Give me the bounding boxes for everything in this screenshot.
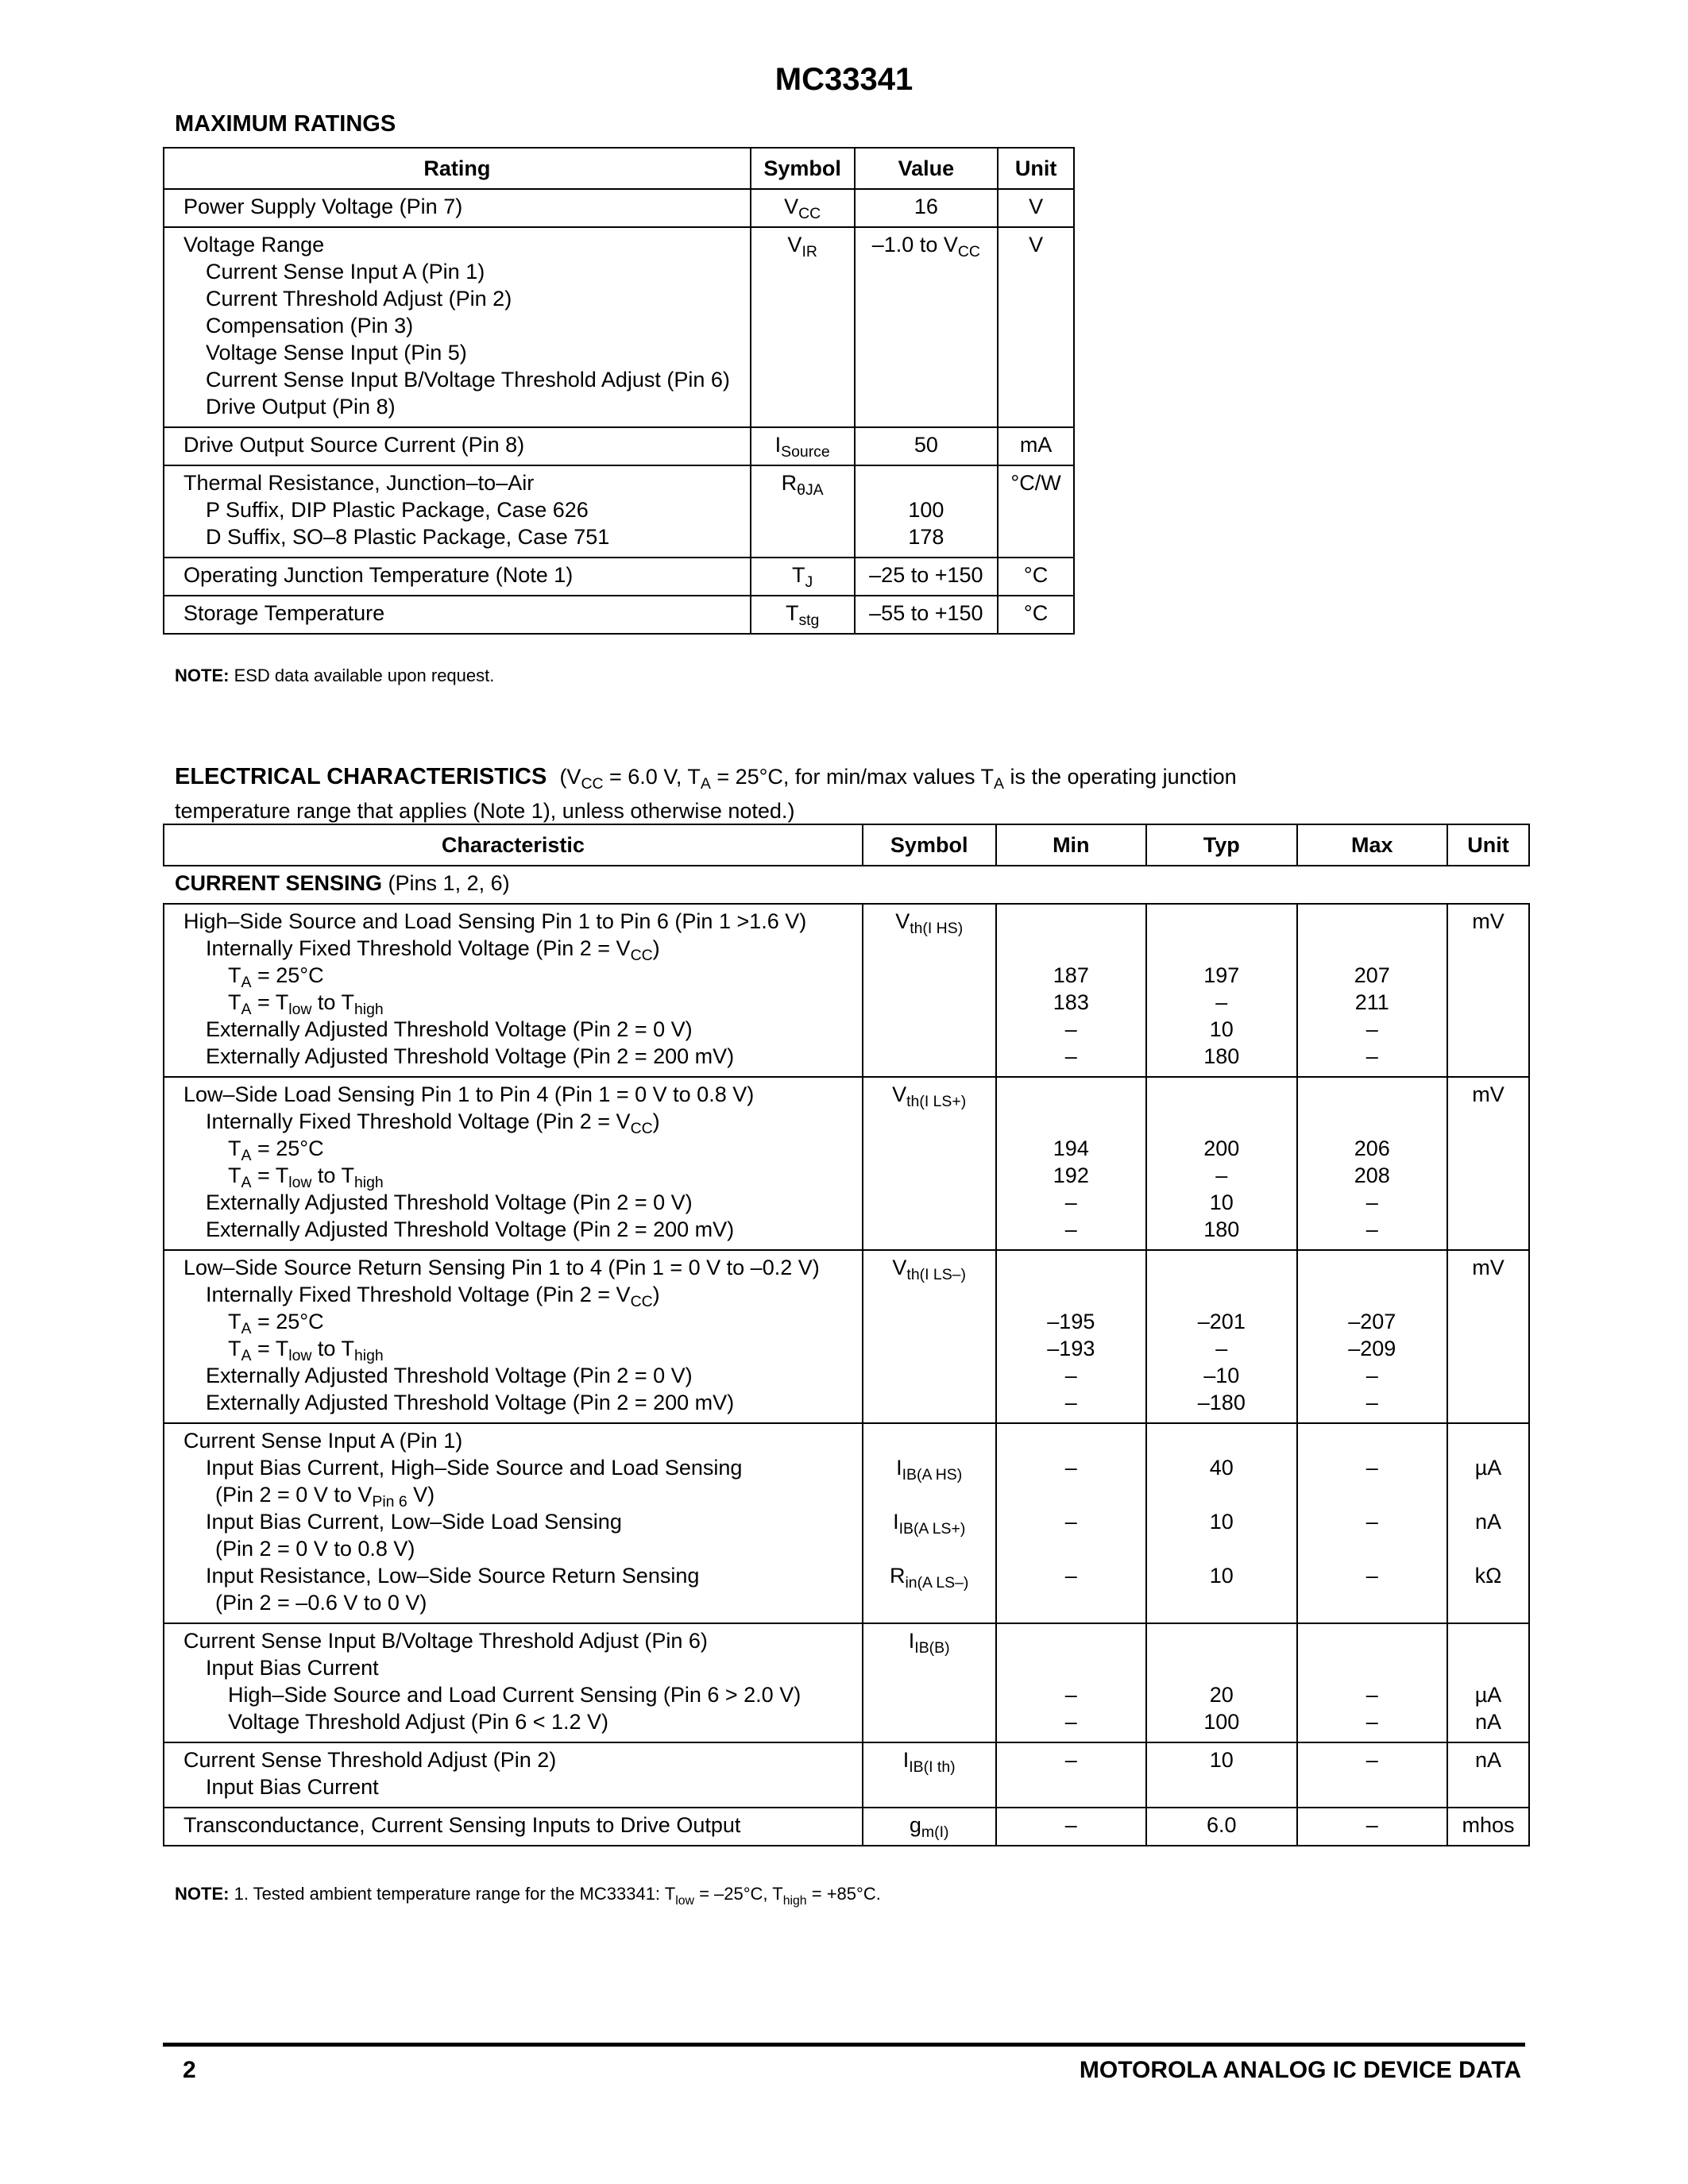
table-row	[164, 1423, 1529, 1623]
characteristic-cell: High–Side Source and Load Sensing Pin 1 to Pin 6 (Pin 1 >1.6 V) Internally Fixed Threshold Voltage (Pin $2 = V_{CC}$) $T_A = 25^\circ C$ $T_A = T_{low}$ to $T_{high}$ Externally Adjusted Threshold Voltage (Pin 2 = 0 V) Externally Adjusted Threshold Voltage (Pin 2 = 200 mV)	[164, 904, 863, 1077]
elec-heading: ELECTRICAL CHARACTERISTICS ($V_{CC} = 6.0$ V, $T_A = 25^\circ C$, for min/max values $T_A$ is the operating junction	[175, 764, 1237, 793]
unit-cell: mhos	[1447, 1808, 1529, 1846]
value-cell: –25 to +150	[855, 558, 999, 596]
table-row	[164, 189, 1074, 227]
characteristic-cell: Transconductance, Current Sensing Inputs to Drive Output	[164, 1808, 863, 1846]
elec-note: NOTE: 1. Tested ambient temperature range for the MC33341: $T_{low} = -25^\circ C$, $T_{high} = +85^\circ C$.	[175, 1884, 881, 1908]
symbol-cell: $V_{th(I LS-)}$	[863, 1250, 996, 1423]
unit-cell: °C/W	[998, 465, 1074, 558]
page-title: MC33341	[774, 62, 914, 97]
symbol-cell: $T_{stg}$	[751, 596, 855, 634]
max-cell: –	[1297, 1742, 1447, 1808]
max-cell: 206 208 – –	[1297, 1077, 1447, 1250]
footer-brand: MOTOROLA ANALOG IC DEVICE DATA	[1079, 2057, 1521, 2083]
elec-conditions-line2: temperature range that applies (Note 1), unless otherwise noted.)	[175, 799, 795, 823]
unit-cell: V	[998, 227, 1074, 427]
col-value: Value	[855, 148, 999, 189]
col-symbol: Symbol	[863, 824, 996, 866]
min-cell: – – –	[996, 1423, 1146, 1623]
characteristic-cell: Current Sense Input A (Pin 1) Input Bias Current, High–Side Source and Load Sensing (Pin 2 = 0 V to $V_{Pin 6}$ V) Input Bias Current, Low–Side Load Sensing (Pin 2 = 0 V to 0.8 V) Input Resistance, Low–Side Source Return Sensing (Pin 2 = –0.6 V to 0 V)	[164, 1423, 863, 1623]
table-row	[164, 1808, 1529, 1846]
symbol-cell: $V_{th(I HS)}$	[863, 904, 996, 1077]
max-ratings-heading: MAXIMUM RATINGS	[175, 111, 396, 137]
typ-cell: 197 – 10 180	[1146, 904, 1296, 1077]
section-label: CURRENT SENSING (Pins 1, 2, 6)	[175, 871, 510, 895]
symbol-cell: $I_{IB(B)}$	[863, 1623, 996, 1742]
symbol-cell: $V_{CC}$	[751, 189, 855, 227]
max-cell: 207 211 – –	[1297, 904, 1447, 1077]
max-cell: – – –	[1297, 1423, 1447, 1623]
rating-cell: Voltage Range Current Sense Input A (Pin 1) Current Threshold Adjust (Pin 2) Compensation (Pin 3) Voltage Sense Input (Pin 5) Current Sense Input B/Voltage Threshold Adjust (Pin 6) Drive Output (Pin 8)	[164, 227, 751, 427]
symbol-cell: $V_{IR}$	[751, 227, 855, 427]
value-cell: –55 to +150	[855, 596, 999, 634]
unit-cell: V	[998, 189, 1074, 227]
rating-cell: Power Supply Voltage (Pin 7)	[164, 189, 751, 227]
typ-cell: –201 – –10 –180	[1146, 1250, 1296, 1423]
rating-cell: Operating Junction Temperature (Note 1)	[164, 558, 751, 596]
col-min: Min	[996, 824, 1146, 866]
section-row	[164, 866, 1529, 904]
table-header-row	[164, 148, 1074, 189]
rating-cell: Thermal Resistance, Junction–to–Air P Suffix, DIP Plastic Package, Case 626 D Suffix, SO–8 Plastic Package, Case 751	[164, 465, 751, 558]
characteristic-cell: Current Sense Input B/Voltage Threshold Adjust (Pin 6) Input Bias Current High–Side Source and Load Current Sensing (Pin 6 > 2.0 V) Voltage Threshold Adjust (Pin 6 < 1.2 V)	[164, 1623, 863, 1742]
min-cell: – –	[996, 1623, 1146, 1742]
col-symbol: Symbol	[751, 148, 855, 189]
min-cell: 187 183 – –	[996, 904, 1146, 1077]
table-header-row	[164, 824, 1529, 866]
rating-cell: Drive Output Source Current (Pin 8)	[164, 427, 751, 465]
min-cell: –	[996, 1808, 1146, 1846]
max-cell: – –	[1297, 1623, 1447, 1742]
footer-rule	[163, 2043, 1525, 2047]
characteristic-cell: Low–Side Load Sensing Pin 1 to Pin 4 (Pin 1 = 0 V to 0.8 V) Internally Fixed Threshold Voltage (Pin $2 = V_{CC}$) $T_A = 25^\circ C$ $T_A = T_{low}$ to $T_{high}$ Externally Adjusted Threshold Voltage (Pin 2 = 0 V) Externally Adjusted Threshold Voltage (Pin 2 = 200 mV)	[164, 1077, 863, 1250]
typ-cell: 10	[1146, 1742, 1296, 1808]
min-cell: –195 –193 – –	[996, 1250, 1146, 1423]
table-row	[164, 465, 1074, 558]
value-cell: 50	[855, 427, 999, 465]
elec-conditions: ($V_{CC} = 6.0$ V, $T_A = 25^\circ C$, for min/max values $T_A$ is the operating junction	[559, 765, 1237, 793]
table-row	[164, 904, 1529, 1077]
symbol-cell: $R_{\theta JA}$	[751, 465, 855, 558]
table-row	[164, 1077, 1529, 1250]
col-typ: Typ	[1146, 824, 1296, 866]
symbol-cell: $I_{IB(A HS)}$ $I_{IB(A LS+)}$ $R_{in(A LS-)}$	[863, 1423, 996, 1623]
unit-cell: °C	[998, 558, 1074, 596]
typ-cell: 6.0	[1146, 1808, 1296, 1846]
max-ratings-note: NOTE: ESD data available upon request.	[175, 666, 495, 685]
unit-cell: mA	[998, 427, 1074, 465]
table-row	[164, 596, 1074, 634]
max-ratings-table	[163, 147, 1075, 635]
characteristic-cell: Current Sense Threshold Adjust (Pin 2) Input Bias Current	[164, 1742, 863, 1808]
unit-cell: °C	[998, 596, 1074, 634]
table-row	[164, 227, 1074, 427]
page-number: 2	[183, 2057, 196, 2083]
max-cell: –	[1297, 1808, 1447, 1846]
symbol-cell: $I_{IB(I th)}$	[863, 1742, 996, 1808]
col-unit: Unit	[998, 148, 1074, 189]
col-characteristic: Characteristic	[164, 824, 863, 866]
unit-cell: mV	[1447, 904, 1529, 1077]
col-max: Max	[1297, 824, 1447, 866]
typ-cell: 40 10 10	[1146, 1423, 1296, 1623]
value-cell: 100 178	[855, 465, 999, 558]
symbol-cell: $T_J$	[751, 558, 855, 596]
unit-cell: mV	[1447, 1250, 1529, 1423]
unit-cell: µA nA	[1447, 1623, 1529, 1742]
table-row	[164, 427, 1074, 465]
typ-cell: 20 100	[1146, 1623, 1296, 1742]
table-row	[164, 1623, 1529, 1742]
col-unit: Unit	[1447, 824, 1529, 866]
symbol-cell: $g_{m(I)}$	[863, 1808, 996, 1846]
unit-cell: mV	[1447, 1077, 1529, 1250]
unit-cell: nA	[1447, 1742, 1529, 1808]
unit-cell: µA nA kΩ	[1447, 1423, 1529, 1623]
max-cell: –207 –209 – –	[1297, 1250, 1447, 1423]
value-cell: –1.0 to $V_{CC}$	[855, 227, 999, 427]
col-rating: Rating	[164, 148, 751, 189]
min-cell: –	[996, 1742, 1146, 1808]
table-row	[164, 558, 1074, 596]
table-row	[164, 1250, 1529, 1423]
characteristic-cell: Low–Side Source Return Sensing Pin 1 to 4 (Pin 1 = 0 V to –0.2 V) Internally Fixed Threshold Voltage (Pin $2 = V_{CC}$) $T_A = 25^\circ C$ $T_A = T_{low}$ to $T_{high}$ Externally Adjusted Threshold Voltage (Pin 2 = 0 V) Externally Adjusted Threshold Voltage (Pin 2 = 200 mV)	[164, 1250, 863, 1423]
value-cell: 16	[855, 189, 999, 227]
table-row	[164, 1742, 1529, 1808]
rating-cell: Storage Temperature	[164, 596, 751, 634]
typ-cell: 200 – 10 180	[1146, 1077, 1296, 1250]
symbol-cell: $I_{Source}$	[751, 427, 855, 465]
min-cell: 194 192 – –	[996, 1077, 1146, 1250]
symbol-cell: $V_{th(I LS+)}$	[863, 1077, 996, 1250]
elec-char-table	[163, 824, 1530, 1846]
